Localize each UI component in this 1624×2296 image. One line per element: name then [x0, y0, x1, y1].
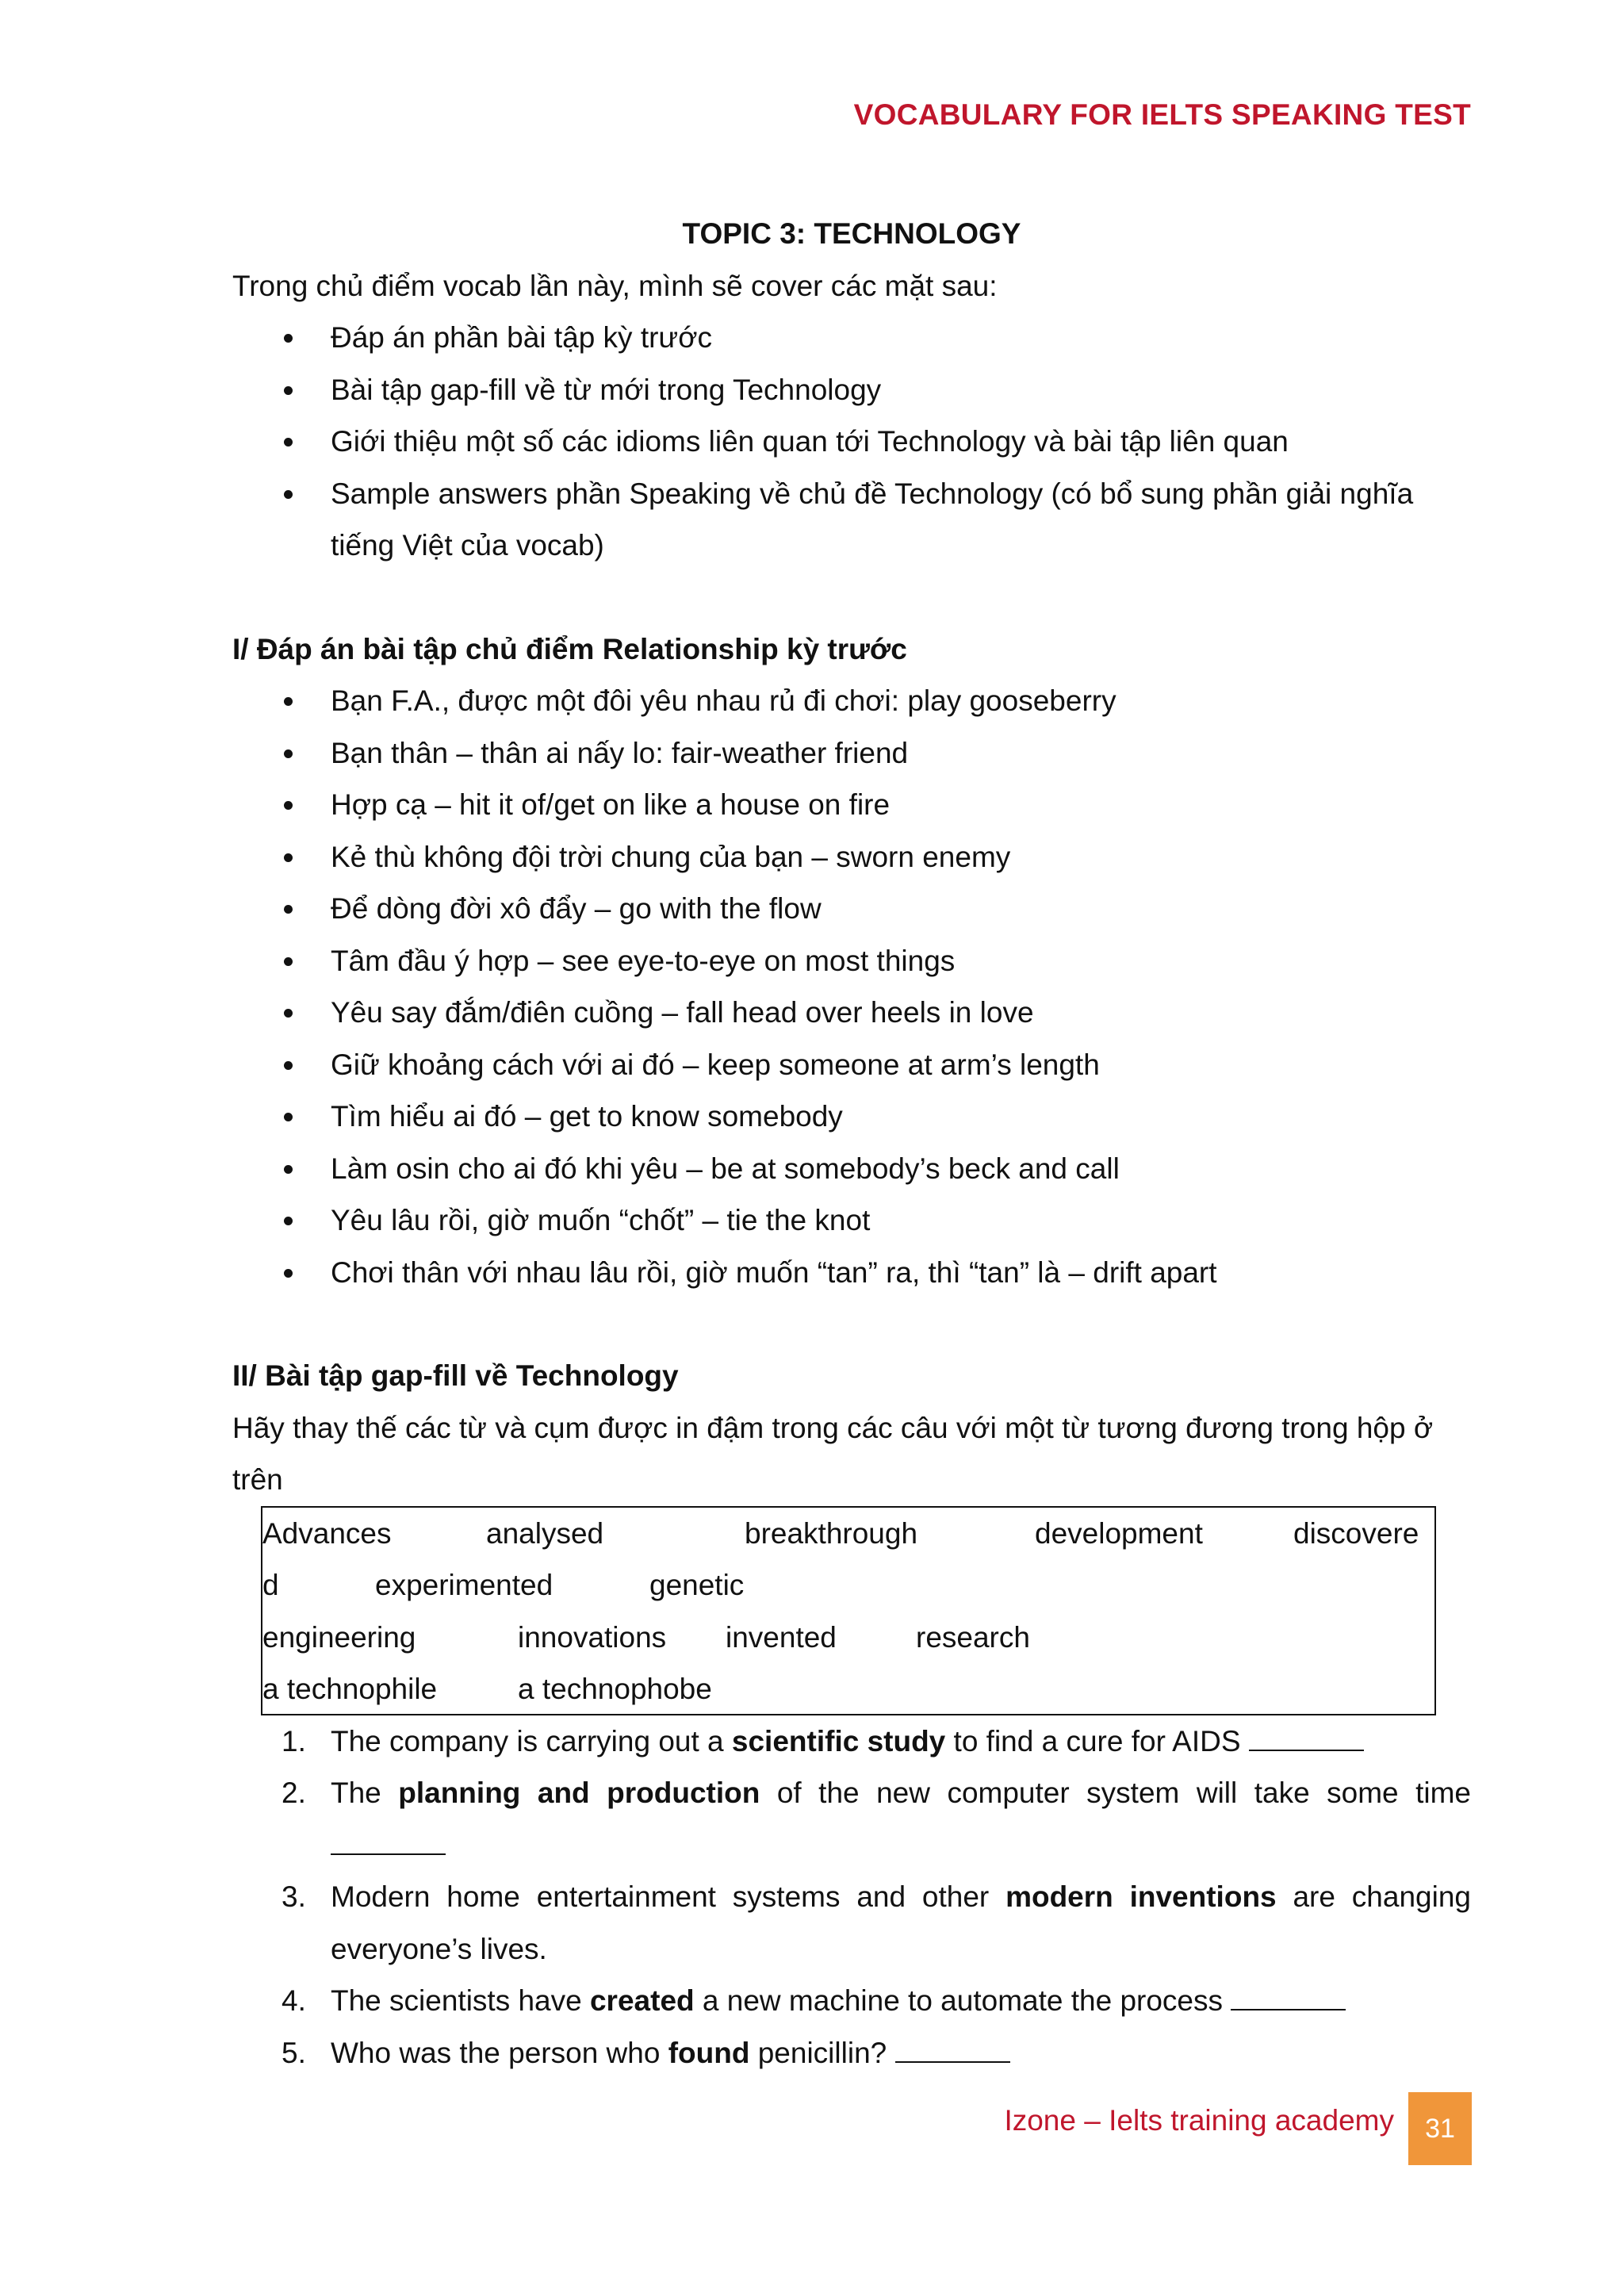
- bullet-icon: [284, 697, 293, 706]
- bullet-icon: [284, 438, 293, 447]
- bold-phrase: created: [589, 1984, 695, 2017]
- bullet-icon: [284, 1113, 293, 1121]
- list-item: Bài tập gap-fill về từ mới trong Technology: [232, 364, 1471, 416]
- list-item: Yêu lâu rồi, giờ muốn “chốt” – tie the knot: [232, 1194, 1471, 1247]
- bullet-icon: [284, 386, 293, 395]
- question-item: 1. The company is carrying out a scientific study to find a cure for AIDS: [232, 1715, 1471, 1768]
- section1-list: [232, 675, 1471, 1298]
- list-item: Bạn F.A., được một đôi yêu nhau rủ đi chơi: play gooseberry: [232, 675, 1471, 727]
- answer-blank[interactable]: [895, 2037, 1010, 2063]
- intro-list: [232, 312, 1471, 572]
- question-item: 2. The planning and production of the new computer system will take some time: [232, 1767, 1471, 1871]
- list-item: Chơi thân với nhau lâu rồi, giờ muốn “tan” ra, thì “tan” là – drift apart: [232, 1247, 1471, 1299]
- list-item: Giới thiệu một số các idioms liên quan tới Technology và bài tập liên quan: [232, 416, 1471, 468]
- list-item: Đáp án phần bài tập kỳ trước: [232, 312, 1471, 364]
- bullet-icon: [284, 490, 293, 499]
- header-title: VOCABULARY FOR IELTS SPEAKING TEST: [853, 98, 1471, 131]
- bullet-icon: [284, 1009, 293, 1018]
- list-item: Yêu say đắm/điên cuồng – fall head over heels in love: [232, 987, 1471, 1039]
- answer-blank[interactable]: [1249, 1726, 1364, 1751]
- question-number: 5.: [282, 2036, 306, 2069]
- word-box-item: a technophile: [262, 1672, 438, 1705]
- bullet-icon: [284, 1269, 293, 1278]
- question-item: 5. Who was the person who found penicillin?: [232, 2027, 1471, 2079]
- question-number: 4.: [282, 1984, 306, 2017]
- topic-title: TOPIC 3: TECHNOLOGY: [682, 217, 1021, 250]
- spacer: [232, 1298, 1471, 1350]
- section1-title: I/ Đáp án bài tập chủ điểm Relationship kỳ trước: [232, 632, 907, 665]
- word-box-item: breakthrough: [745, 1516, 918, 1550]
- list-item: Kẻ thù không đội trời chung của bạn – sworn enemy: [232, 831, 1471, 884]
- bullet-icon: [284, 1217, 293, 1225]
- word-box-item: innovations: [518, 1620, 667, 1654]
- list-item: Bạn thân – thân ai nấy lo: fair-weather friend: [232, 727, 1471, 780]
- bullet-icon: [284, 957, 293, 966]
- bullet-icon: [284, 853, 293, 862]
- intro-text: Trong chủ điểm vocab lần này, mình sẽ cover các mặt sau:: [232, 269, 998, 302]
- word-box-item: d: [262, 1568, 279, 1601]
- question-number: 2.: [282, 1777, 306, 1809]
- bold-phrase: modern inventions: [1005, 1880, 1277, 1913]
- answer-blank[interactable]: [331, 1830, 446, 1855]
- word-box-item: development: [1035, 1516, 1203, 1550]
- bold-phrase: scientific study: [731, 1724, 946, 1757]
- word-box-item: genetic: [649, 1568, 745, 1601]
- list-item: Tìm hiểu ai đó – get to know somebody: [232, 1091, 1471, 1143]
- list-item: Tâm đầu ý hợp – see eye-to-eye on most things: [232, 935, 1471, 987]
- list-item: Để dòng đời xô đẩy – go with the flow: [232, 883, 1471, 935]
- word-box: [261, 1506, 1436, 1715]
- word-box-item: Advances: [262, 1516, 392, 1550]
- spacer: [232, 572, 1471, 623]
- bold-phrase: planning and production: [398, 1777, 760, 1809]
- word-box-item: analysed: [486, 1516, 604, 1550]
- answer-blank[interactable]: [1231, 1985, 1346, 2010]
- bullet-icon: [284, 749, 293, 758]
- bullet-icon: [284, 801, 293, 810]
- bullet-icon: [284, 905, 293, 914]
- question-number: 3.: [282, 1880, 306, 1913]
- bullet-icon: [284, 334, 293, 343]
- word-box-item: invented: [726, 1620, 837, 1654]
- list-item: Giữ khoảng cách với ai đó – keep someone at arm’s length: [232, 1039, 1471, 1091]
- footer-text: Izone – Ielts training academy: [1004, 2104, 1394, 2137]
- list-item: Sample answers phần Speaking về chủ đề Technology (có bổ sung phần giải nghĩa tiếng Việt của vocab): [232, 468, 1471, 572]
- question-list: [232, 1715, 1471, 2079]
- list-item: Hợp cạ – hit it of/get on like a house on fire: [232, 779, 1471, 831]
- list-item: Làm osin cho ai đó khi yêu – be at somebody’s beck and call: [232, 1143, 1471, 1195]
- section2-instruction: Hãy thay thế các từ và cụm được in đậm trong các câu với một từ tương đương trong hộp ở trên: [232, 1411, 1434, 1496]
- word-box-item: research: [916, 1620, 1030, 1654]
- bold-phrase: found: [668, 2036, 750, 2069]
- word-box-item: experimented: [375, 1568, 553, 1601]
- page-number-badge: 31: [1408, 2092, 1472, 2165]
- section2-title: II/ Bài tập gap-fill về Technology: [232, 1359, 679, 1392]
- word-box-item: discovere: [1293, 1516, 1419, 1550]
- word-box-item: a technophobe: [518, 1672, 712, 1705]
- word-box-item: engineering: [262, 1620, 416, 1654]
- question-number: 1.: [282, 1724, 306, 1757]
- question-item: 4. The scientists have created a new machine to automate the process: [232, 1975, 1471, 2027]
- bullet-icon: [284, 1061, 293, 1070]
- main-content: [232, 208, 1471, 2079]
- question-item: 3. Modern home entertainment systems and other modern inventions are changing everyone’s lives.: [232, 1871, 1471, 1975]
- bullet-icon: [284, 1165, 293, 1174]
